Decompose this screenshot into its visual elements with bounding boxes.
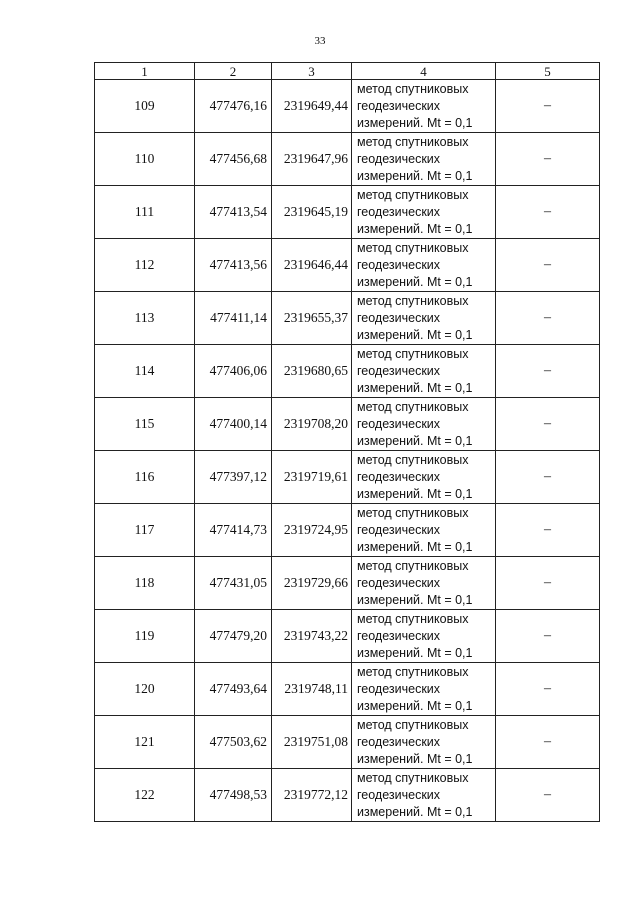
x-coordinate-cell: 477406,06: [195, 345, 272, 398]
method-line: измерений. Mt = 0,1: [357, 221, 473, 236]
y-coordinate-cell: 2319772,12: [272, 769, 352, 822]
table-row: [95, 716, 600, 769]
table-row: [95, 663, 600, 716]
method-line: измерений. Mt = 0,1: [357, 539, 473, 554]
method-line: метод спутниковых: [357, 134, 469, 149]
note-cell: –: [496, 451, 600, 504]
y-coordinate-cell: 2319724,95: [272, 504, 352, 557]
method-line: измерений. Mt = 0,1: [357, 804, 473, 819]
method-cell: [352, 398, 496, 451]
y-coordinate-cell: 2319748,11: [272, 663, 352, 716]
method-line: измерений. Mt = 0,1: [357, 115, 473, 130]
method-line: измерений. Mt = 0,1: [357, 380, 473, 395]
method-line: геодезических: [357, 363, 441, 378]
method-line: геодезических: [357, 151, 441, 166]
method-line: геодезических: [357, 310, 441, 325]
table-row: [95, 610, 600, 663]
method-line: метод спутниковых: [357, 81, 469, 96]
column-header-1: 1: [95, 63, 195, 80]
y-coordinate-cell: 2319645,19: [272, 186, 352, 239]
y-coordinate-cell: 2319743,22: [272, 610, 352, 663]
table-row: [95, 504, 600, 557]
x-coordinate-cell: 477413,54: [195, 186, 272, 239]
x-coordinate-cell: 477431,05: [195, 557, 272, 610]
method-line: измерений. Mt = 0,1: [357, 486, 473, 501]
method-cell: [352, 239, 496, 292]
method-line: геодезических: [357, 98, 441, 113]
point-number-cell: 116: [95, 451, 195, 504]
point-number-cell: 117: [95, 504, 195, 557]
y-coordinate-cell: 2319680,65: [272, 345, 352, 398]
note-cell: –: [496, 398, 600, 451]
table-row: [95, 345, 600, 398]
method-cell: [352, 451, 496, 504]
method-line: геодезических: [357, 734, 441, 749]
x-coordinate-cell: 477413,56: [195, 239, 272, 292]
method-line: геодезических: [357, 628, 441, 643]
note-cell: –: [496, 610, 600, 663]
method-line: метод спутниковых: [357, 452, 469, 467]
y-coordinate-cell: 2319751,08: [272, 716, 352, 769]
column-header-2: 2: [195, 63, 272, 80]
point-number-cell: 110: [95, 133, 195, 186]
point-number-cell: 113: [95, 292, 195, 345]
x-coordinate-cell: 477400,14: [195, 398, 272, 451]
note-cell: –: [496, 345, 600, 398]
method-line: метод спутниковых: [357, 558, 469, 573]
method-line: геодезических: [357, 469, 441, 484]
y-coordinate-cell: 2319719,61: [272, 451, 352, 504]
point-number-cell: 119: [95, 610, 195, 663]
x-coordinate-cell: 477503,62: [195, 716, 272, 769]
table-row: [95, 557, 600, 610]
table-row: [95, 398, 600, 451]
method-line: геодезических: [357, 575, 441, 590]
table-row: [95, 133, 600, 186]
x-coordinate-cell: 477498,53: [195, 769, 272, 822]
point-number-cell: 109: [95, 80, 195, 133]
table-row: [95, 239, 600, 292]
note-cell: –: [496, 716, 600, 769]
method-cell: [352, 345, 496, 398]
method-cell: [352, 186, 496, 239]
method-line: метод спутниковых: [357, 770, 469, 785]
y-coordinate-cell: 2319647,96: [272, 133, 352, 186]
method-cell: [352, 133, 496, 186]
method-line: метод спутниковых: [357, 346, 469, 361]
note-cell: –: [496, 133, 600, 186]
x-coordinate-cell: 477411,14: [195, 292, 272, 345]
method-line: метод спутниковых: [357, 717, 469, 732]
table-row: [95, 80, 600, 133]
y-coordinate-cell: 2319655,37: [272, 292, 352, 345]
page-number: 33: [314, 35, 326, 47]
method-line: метод спутниковых: [357, 611, 469, 626]
method-line: геодезических: [357, 416, 441, 431]
x-coordinate-cell: 477493,64: [195, 663, 272, 716]
method-line: геодезических: [357, 787, 441, 802]
point-number-cell: 118: [95, 557, 195, 610]
method-cell: [352, 663, 496, 716]
note-cell: –: [496, 663, 600, 716]
point-number-cell: 120: [95, 663, 195, 716]
method-cell: [352, 292, 496, 345]
note-cell: –: [496, 557, 600, 610]
y-coordinate-cell: 2319729,66: [272, 557, 352, 610]
method-line: геодезических: [357, 522, 441, 537]
column-header-3: 3: [272, 63, 352, 80]
x-coordinate-cell: 477414,73: [195, 504, 272, 557]
method-line: метод спутниковых: [357, 505, 469, 520]
column-header-5: 5: [496, 63, 600, 80]
method-line: метод спутниковых: [357, 187, 469, 202]
table-row: [95, 292, 600, 345]
method-line: геодезических: [357, 204, 441, 219]
note-cell: –: [496, 292, 600, 345]
method-cell: [352, 504, 496, 557]
point-number-cell: 121: [95, 716, 195, 769]
method-cell: [352, 557, 496, 610]
method-line: измерений. Mt = 0,1: [357, 592, 473, 607]
note-cell: –: [496, 239, 600, 292]
point-number-cell: 112: [95, 239, 195, 292]
method-line: измерений. Mt = 0,1: [357, 327, 473, 342]
table-body: [95, 80, 600, 822]
note-cell: –: [496, 80, 600, 133]
table-row: [95, 186, 600, 239]
method-line: измерений. Mt = 0,1: [357, 433, 473, 448]
method-line: измерений. Mt = 0,1: [357, 751, 473, 766]
point-number-cell: 114: [95, 345, 195, 398]
coordinates-table: [94, 62, 600, 822]
method-line: метод спутниковых: [357, 399, 469, 414]
method-line: измерений. Mt = 0,1: [357, 698, 473, 713]
point-number-cell: 122: [95, 769, 195, 822]
method-line: измерений. Mt = 0,1: [357, 168, 473, 183]
header-row: [95, 63, 600, 80]
point-number-cell: 111: [95, 186, 195, 239]
y-coordinate-cell: 2319649,44: [272, 80, 352, 133]
x-coordinate-cell: 477479,20: [195, 610, 272, 663]
method-cell: [352, 716, 496, 769]
method-line: метод спутниковых: [357, 240, 469, 255]
note-cell: –: [496, 504, 600, 557]
y-coordinate-cell: 2319646,44: [272, 239, 352, 292]
method-line: метод спутниковых: [357, 293, 469, 308]
table-row: [95, 769, 600, 822]
y-coordinate-cell: 2319708,20: [272, 398, 352, 451]
method-cell: [352, 610, 496, 663]
method-line: измерений. Mt = 0,1: [357, 274, 473, 289]
method-line: геодезических: [357, 257, 441, 272]
point-number-cell: 115: [95, 398, 195, 451]
method-line: геодезических: [357, 681, 441, 696]
x-coordinate-cell: 477456,68: [195, 133, 272, 186]
method-line: измерений. Mt = 0,1: [357, 645, 473, 660]
table-row: [95, 451, 600, 504]
column-header-4: 4: [352, 63, 496, 80]
method-line: метод спутниковых: [357, 664, 469, 679]
note-cell: –: [496, 186, 600, 239]
x-coordinate-cell: 477476,16: [195, 80, 272, 133]
method-cell: [352, 769, 496, 822]
method-cell: [352, 80, 496, 133]
x-coordinate-cell: 477397,12: [195, 451, 272, 504]
note-cell: –: [496, 769, 600, 822]
